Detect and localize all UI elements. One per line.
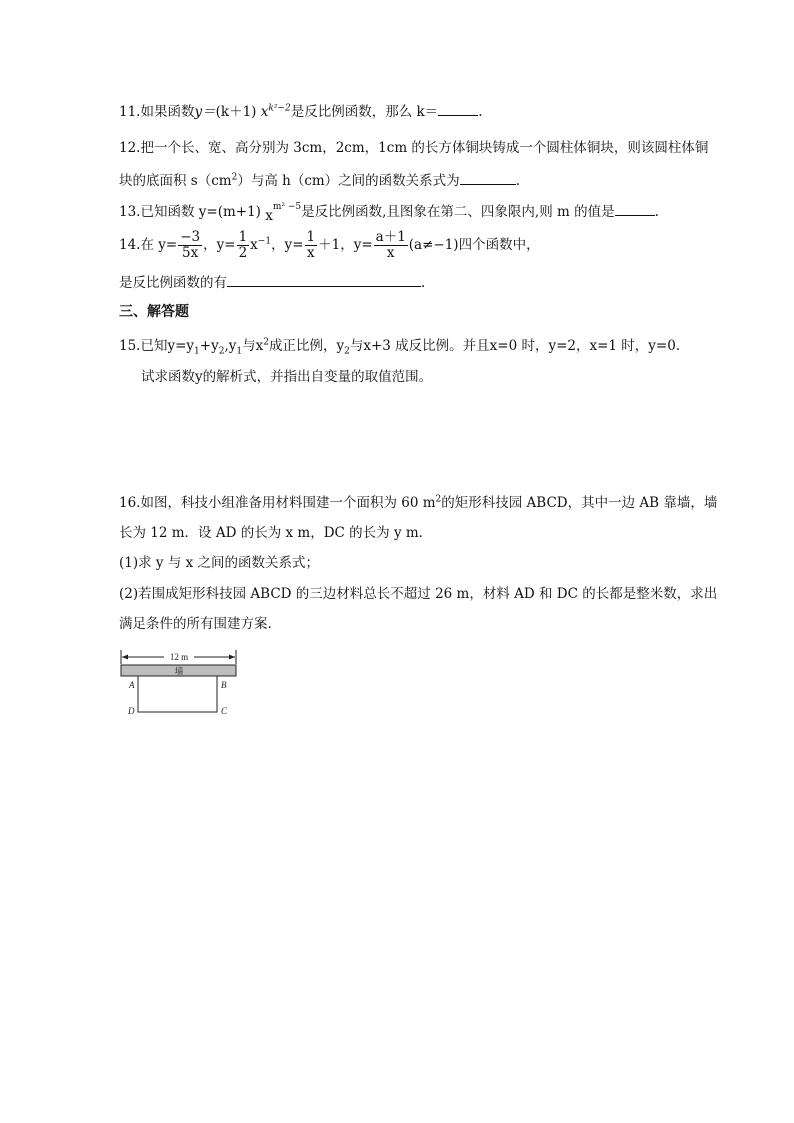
q13-base: x — [265, 208, 273, 224]
q15-sub4: 2 — [344, 346, 350, 357]
q14-fraction-1 — [178, 230, 202, 261]
q15-sup1: 2 — [263, 337, 269, 348]
q15-sub2: 2 — [218, 346, 225, 357]
question-14-line-2 — [119, 272, 425, 292]
arrow-right-icon — [229, 655, 235, 660]
q16-line1-a: 16.如图，科技小组准备用材料围建一个面积为 60 m — [119, 495, 436, 511]
q14-fraction-3 — [305, 230, 318, 261]
q13-answer-blank[interactable] — [615, 201, 655, 216]
q12-end: . — [515, 173, 520, 189]
question-15-line-1 — [119, 337, 680, 355]
q14-f4-num: a＋1 — [375, 229, 406, 245]
question-12-line-1: 12.把一个长、宽、高分别为 3cm，2cm，1cm 的长方体铜块铸成一个圆柱体铜块，则该圆柱体铜 — [119, 140, 709, 156]
q11-text-b: 是反比例函数，那么 k＝ — [290, 104, 439, 120]
q13-exponent: m² −5 — [272, 201, 302, 212]
q13-text-b: 是反比例函数,且图象在第二、四象限内,则 m 的值是 — [301, 204, 615, 220]
q14-f4-tail: (a≠−1)四个函数中， — [408, 237, 540, 253]
section-heading: 三、解答题 — [119, 304, 189, 320]
q15-sub3: 1 — [236, 346, 243, 357]
q14-f2-exp: −1 — [257, 236, 272, 247]
q14-f2-tail: x — [250, 237, 258, 253]
q14-f2-den: 2 — [238, 245, 248, 261]
q14-sep2: ，y= — [271, 237, 304, 253]
rectangle-garden-figure — [118, 646, 242, 724]
question-14-line-1 — [119, 230, 540, 261]
point-c-label: C — [221, 706, 228, 716]
question-16-part-2-line-2: 满足条件的所有围建方案． — [119, 616, 281, 632]
q12-answer-blank[interactable] — [460, 170, 516, 185]
q14-prefix: 14.在 y= — [119, 237, 178, 253]
figure-svg — [118, 646, 242, 720]
q14-f3-num: 1 — [306, 229, 316, 245]
q11-end: . — [478, 104, 483, 120]
q11-y-eq: y＝ — [194, 104, 216, 120]
q11-text-a: 如果函数 — [140, 104, 195, 120]
q11-base: x — [260, 104, 269, 120]
q15-text-d: 与x — [242, 338, 264, 354]
q14-sep1: ，y= — [203, 237, 236, 253]
q15-text-e: 成正比例，y — [268, 338, 345, 354]
q14-line2: 是反比例函数的有 — [119, 275, 227, 291]
q14-end: . — [421, 275, 426, 291]
question-16-line-2: 长为 12 m．设 AD 的长为 x m，DC 的长为 y m． — [119, 525, 433, 541]
q15-text-b: +y — [199, 338, 219, 354]
q16-line1-b: 的矩形科技园 ABCD，其中一边 AB 靠墙，墙 — [441, 495, 718, 511]
q14-f3-tail: ＋1，y= — [318, 237, 373, 253]
rect-abcd — [138, 676, 217, 712]
q11-answer-blank[interactable] — [438, 101, 478, 116]
q11-number: 11. — [119, 104, 141, 120]
q16-line1-sup: 2 — [435, 494, 442, 505]
q14-fraction-4 — [374, 230, 408, 261]
q13-text-a: 13.已知函数 y=(m+1) — [119, 204, 261, 220]
arrow-left-icon — [122, 655, 128, 660]
point-d-label: D — [128, 706, 135, 716]
q14-fraction-2 — [237, 230, 250, 261]
q15-text-c: ,y — [224, 338, 237, 354]
q12-sup: 2 — [231, 172, 238, 183]
q14-f3-den: x — [307, 245, 315, 261]
q14-answer-blank[interactable] — [227, 272, 421, 287]
q14-f1-den: 5x — [182, 245, 199, 261]
q14-f2-num: 1 — [238, 229, 248, 245]
question-16-line-1 — [119, 494, 717, 512]
point-b-label: B — [221, 680, 227, 690]
question-12-line-2 — [119, 170, 520, 190]
question-13 — [119, 201, 659, 224]
question-16-part-1: (1)求 y 与 x 之间的函数关系式； — [119, 555, 320, 571]
wall-label: 墙 — [174, 667, 184, 677]
q13-end: . — [654, 204, 659, 220]
q15-text-a: 15.已知y=y — [119, 338, 195, 354]
q15-text-f: 与x+3 成反比例。并且x=0 时，y=2，x=1 时，y=0. — [349, 338, 681, 354]
point-a-label: A — [129, 680, 135, 690]
q11-exponent: k²−2 — [268, 103, 291, 114]
question-11 — [119, 101, 482, 121]
q14-f1-num: −3 — [180, 229, 201, 245]
q12-text-a: 块的底面积 s（cm — [119, 173, 232, 189]
q12-text-b: ）与高 h（cm）之间的函数关系式为 — [237, 173, 460, 189]
question-16-part-2-line-1: (2)若围成矩形科技园 ABCD 的三边材料总长不超过 26 m，材料 AD 和 DC 的长都是整米数，求出 — [119, 586, 718, 602]
question-15-line-2: 试求函数y的解析式，并指出自变量的取值范围。 — [141, 369, 433, 385]
q14-f4-den: x — [386, 245, 395, 261]
q11-coef: (k＋1) — [215, 104, 257, 120]
length-label: 12 m — [169, 652, 189, 662]
q15-sub1: 1 — [194, 346, 200, 357]
